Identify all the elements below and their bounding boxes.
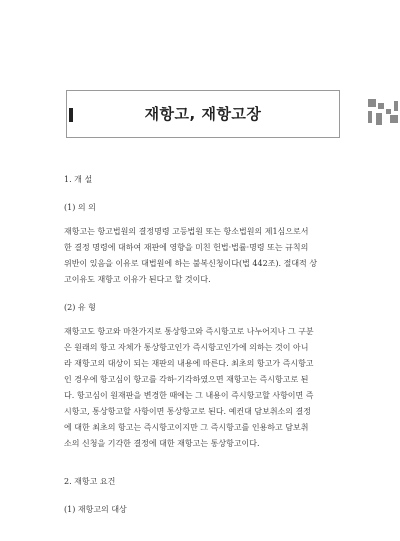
paragraph-line: 은 원래의 항고 자체가 통상항고인가 즉시항고인가에 의하는 것이 아니 xyxy=(64,343,309,352)
paragraph-line: 재항고는 항고법원의 결정명령 고등법원 또는 항소법원의 제1심으로서 xyxy=(64,227,309,236)
section1-sub1-heading: (1) 의 의 xyxy=(64,203,96,212)
corner-decoration-icon xyxy=(368,99,400,129)
paragraph-line: 고이유도 재항고 이유가 된다고 할 것이다. xyxy=(64,275,211,284)
title-box xyxy=(66,90,340,138)
section1-heading: 1. 개 설 xyxy=(64,175,93,184)
paragraph-line: 인 경우에 항고심이 항고를 각하·기각하였으면 재항고는 즉시항고로 된 xyxy=(64,375,309,384)
paragraph-line: 에 대한 최초의 항고는 즉시항고이지만 그 즉시항고를 인용하고 담보취 xyxy=(64,423,309,432)
document-body xyxy=(64,172,338,518)
section1-sub2-heading: (2) 유 형 xyxy=(64,303,96,312)
paragraph-line: 다. 항고심이 원재판을 변경한 때에는 그 내용이 즉시항고할 사항이면 즉 xyxy=(64,391,314,400)
paragraph-line: 시항고, 통상항고할 사항이면 통상항고로 된다. 예컨대 담보취소의 결정 xyxy=(64,407,311,416)
paragraph-line: 위반이 있음을 이유로 대법원에 하는 불복신청이다(법 442조). 절대적 상 xyxy=(64,259,318,268)
paragraph-line: 소의 신청을 기각한 결정에 대한 재항고는 통상항고이다. xyxy=(64,439,260,448)
paragraph-line: 재항고도 항고와 마찬가지로 통상항고와 즉시항고로 나누어지나 그 구분 xyxy=(64,327,314,336)
paragraph-line: 라 재항고의 대상이 되는 재판의 내용에 따른다. 최초의 항고가 즉시항고 xyxy=(64,359,314,368)
section2-heading: 2. 재항고 요건 xyxy=(64,477,116,486)
page-title: 재항고, 재항고장 xyxy=(144,105,262,123)
section2-sub1-heading: (1) 재항고의 대상 xyxy=(64,505,127,514)
paragraph-line: 한 결정 명령에 대하여 재판에 영향을 미친 헌법·법률·명령 또는 규칙의 xyxy=(64,243,309,252)
